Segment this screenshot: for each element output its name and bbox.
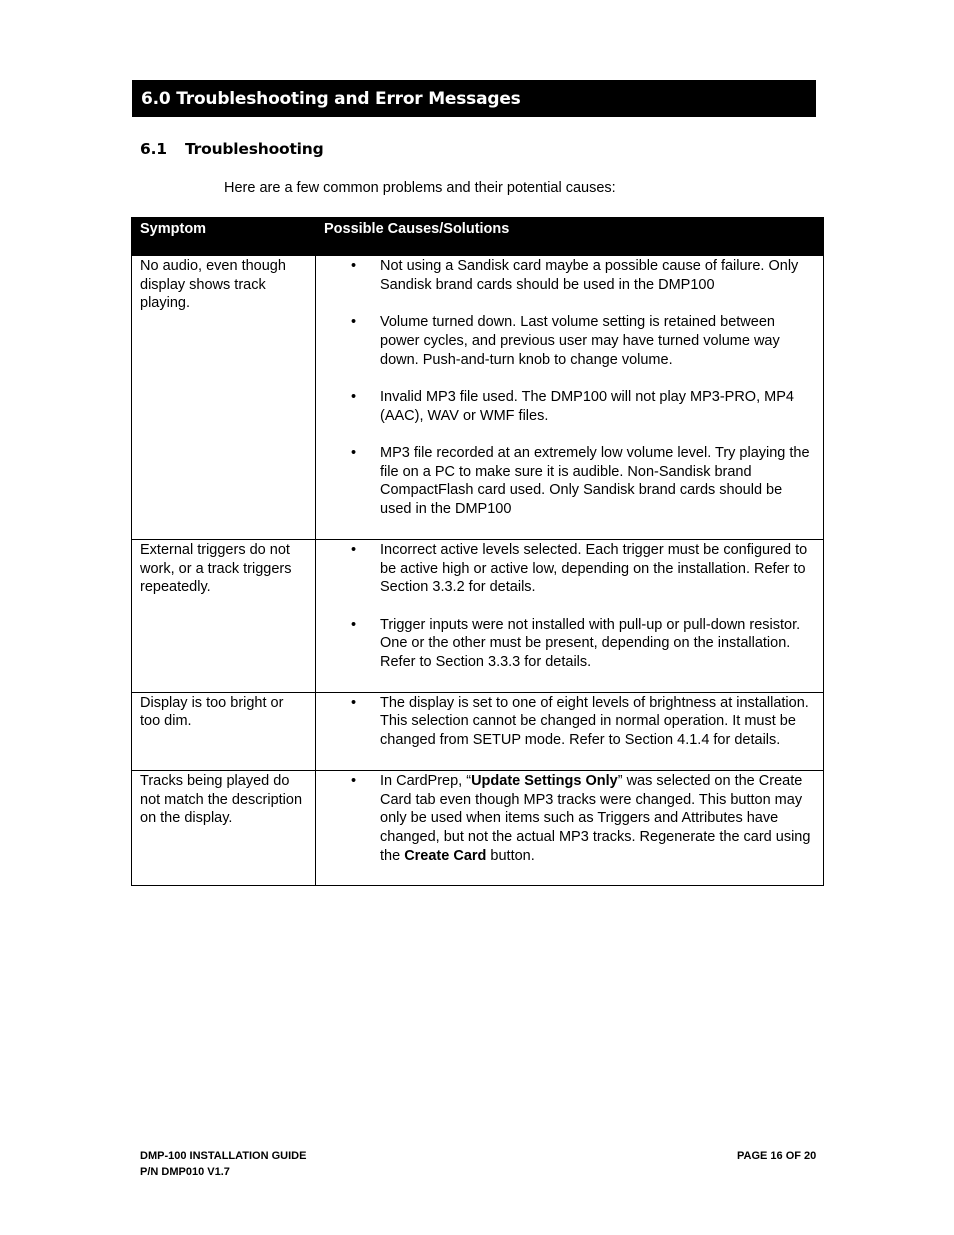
cause-text: ” was selected on the Create Card tab even though MP3 tracks were changed. This button may only be used when items such as Triggers and Attributes have changed, but not the actual MP3 tracks. Regenerate the card using the	[380, 772, 811, 864]
cause-item	[316, 388, 815, 425]
subsection-number: 6.1	[140, 140, 167, 158]
section-title: 6.0 Troubleshooting and Error Messages	[141, 88, 521, 109]
causes-cell	[316, 692, 824, 770]
cause-item	[316, 257, 815, 294]
cause-text: button.	[486, 847, 535, 864]
footer-left	[140, 1149, 306, 1180]
symptom-cell: Display is too bright or too dim.	[132, 692, 316, 770]
bullet-icon: •	[351, 314, 357, 331]
cause-text: Invalid MP3 file used. The DMP100 will not play MP3-PRO, MP4 (AAC), WAV or WMF files.	[380, 388, 794, 424]
causes-list	[316, 694, 815, 750]
footer-doc-title: DMP-100 INSTALLATION GUIDE	[140, 1150, 307, 1162]
causes-list	[316, 257, 815, 519]
cause-text: Incorrect active levels selected. Each trigger must be configured to be active high or active low, depending on the installation. Refer to Section 3.3.2 for details.	[380, 541, 808, 596]
cause-item	[316, 313, 815, 369]
intro-text: Here are a few common problems and their potential causes:	[224, 180, 616, 196]
causes-cell	[316, 256, 824, 540]
table-header-row	[132, 218, 824, 256]
table-row	[132, 256, 824, 540]
cause-item	[316, 541, 815, 597]
subsection-heading	[140, 140, 324, 158]
table-row	[132, 692, 824, 770]
subsection-title: Troubleshooting	[185, 140, 324, 158]
symptom-cell: Tracks being played do not match the description on the display.	[132, 770, 316, 886]
bullet-icon: •	[351, 694, 357, 711]
cause-text: Trigger inputs were not installed with pull-up or pull-down resistor. One or the other must be present, depending on the installation. Refer to Section 3.3.3 for details.	[380, 616, 801, 670]
bullet-icon: •	[351, 444, 357, 461]
footer-part-number: P/N DMP010 V1.7	[140, 1165, 230, 1178]
bullet-icon: •	[351, 616, 357, 633]
cause-item	[316, 616, 815, 672]
cause-text: Not using a Sandisk card maybe a possible cause of failure. Only Sandisk brand cards should be used in the DMP100	[380, 258, 799, 293]
cause-text: The display is set to one of eight levels of brightness at installation. This selection cannot be changed in normal operation. It must be changed from SETUP mode. Refer to Section 4.1.4 for details.	[380, 694, 809, 749]
cause-item	[316, 444, 815, 519]
symptom-cell: External triggers do not work, or a track triggers repeatedly.	[132, 539, 316, 692]
cause-text: In CardPrep, “	[380, 772, 472, 789]
cause-text: MP3 file recorded at an extremely low volume level. Try playing the file on a PC to make sure it is audible. Non-Sandisk brand CompactFlash card used. Only Sandisk brand cards should be used in the DMP100	[380, 444, 810, 518]
causes-list	[316, 541, 815, 672]
footer-page-number: PAGE 16 OF 20	[737, 1150, 817, 1162]
bullet-icon: •	[351, 258, 357, 274]
bullet-icon: •	[351, 541, 357, 558]
bullet-icon: •	[351, 772, 357, 789]
table-row	[132, 770, 824, 886]
causes-cell	[316, 770, 824, 886]
cause-text-bold: Update Settings Only	[471, 772, 618, 789]
cause-item	[316, 694, 815, 750]
bullet-icon: •	[351, 388, 357, 405]
column-header-causes: Possible Causes/Solutions	[316, 218, 824, 256]
column-header-symptom: Symptom	[132, 218, 316, 256]
cause-item	[316, 772, 815, 866]
cause-text-bold: Create Card	[404, 847, 487, 864]
section-heading	[132, 80, 816, 117]
cause-text: Volume turned down. Last volume setting is retained between power cycles, and previous user may have turned volume way down. Push-and-turn knob to change volume.	[380, 314, 780, 368]
causes-list	[316, 772, 815, 866]
causes-cell	[316, 539, 824, 692]
symptom-cell: No audio, even though display shows track playing.	[132, 256, 316, 540]
table-body	[132, 256, 824, 886]
table-row	[132, 539, 824, 692]
troubleshooting-table	[131, 217, 824, 886]
